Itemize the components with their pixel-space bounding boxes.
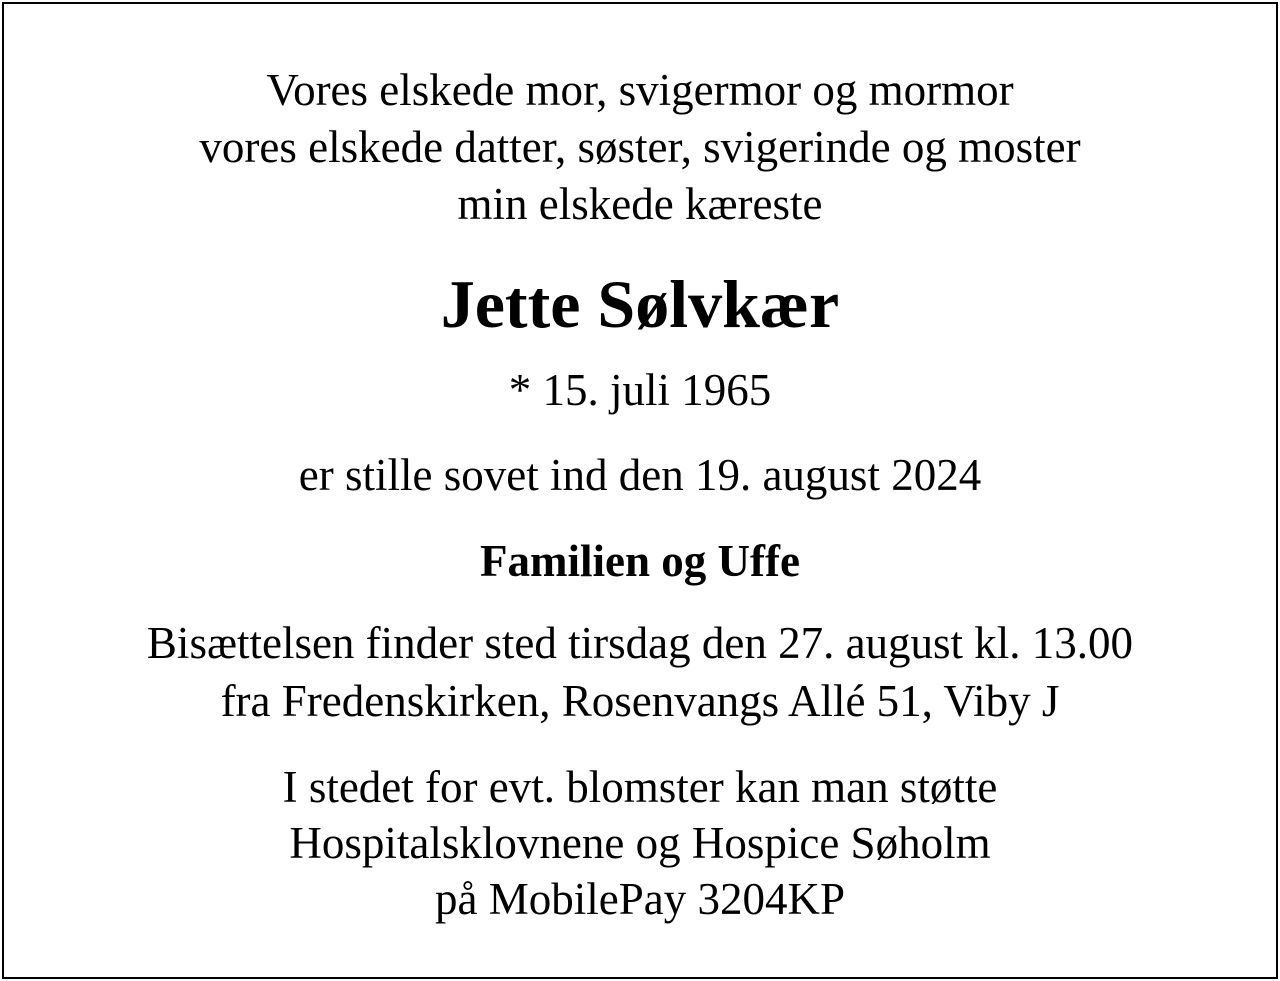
funeral-line-1: Bisættelsen finder sted tirsdag den 27. august kl. 13.00 [146,618,1134,668]
intro-line-1: Vores elskede mor, svigermor og mormor [266,65,1014,115]
donation-line-1: I stedet for evt. blomster kan man støtte [282,762,998,812]
signature: Familien og Uffe [480,536,800,586]
donation-line-2: Hospitalsklovnene og Hospice Søholm [289,818,991,868]
donation-line-3: på MobilePay 3204KP [435,874,845,924]
intro-line-2: vores elskede datter, søster, svigerinde og moster [199,122,1081,172]
obituary-frame [2,2,1278,979]
birth-date: * 15. juli 1965 [508,365,772,415]
intro-line-3: min elskede kæreste [457,179,823,229]
death-date: er stille sovet ind den 19. august 2024 [298,450,982,500]
deceased-name: Jette Sølvkær [440,266,840,342]
funeral-line-2: fra Fredenskirken, Rosenvangs Allé 51, Viby J [220,676,1060,726]
